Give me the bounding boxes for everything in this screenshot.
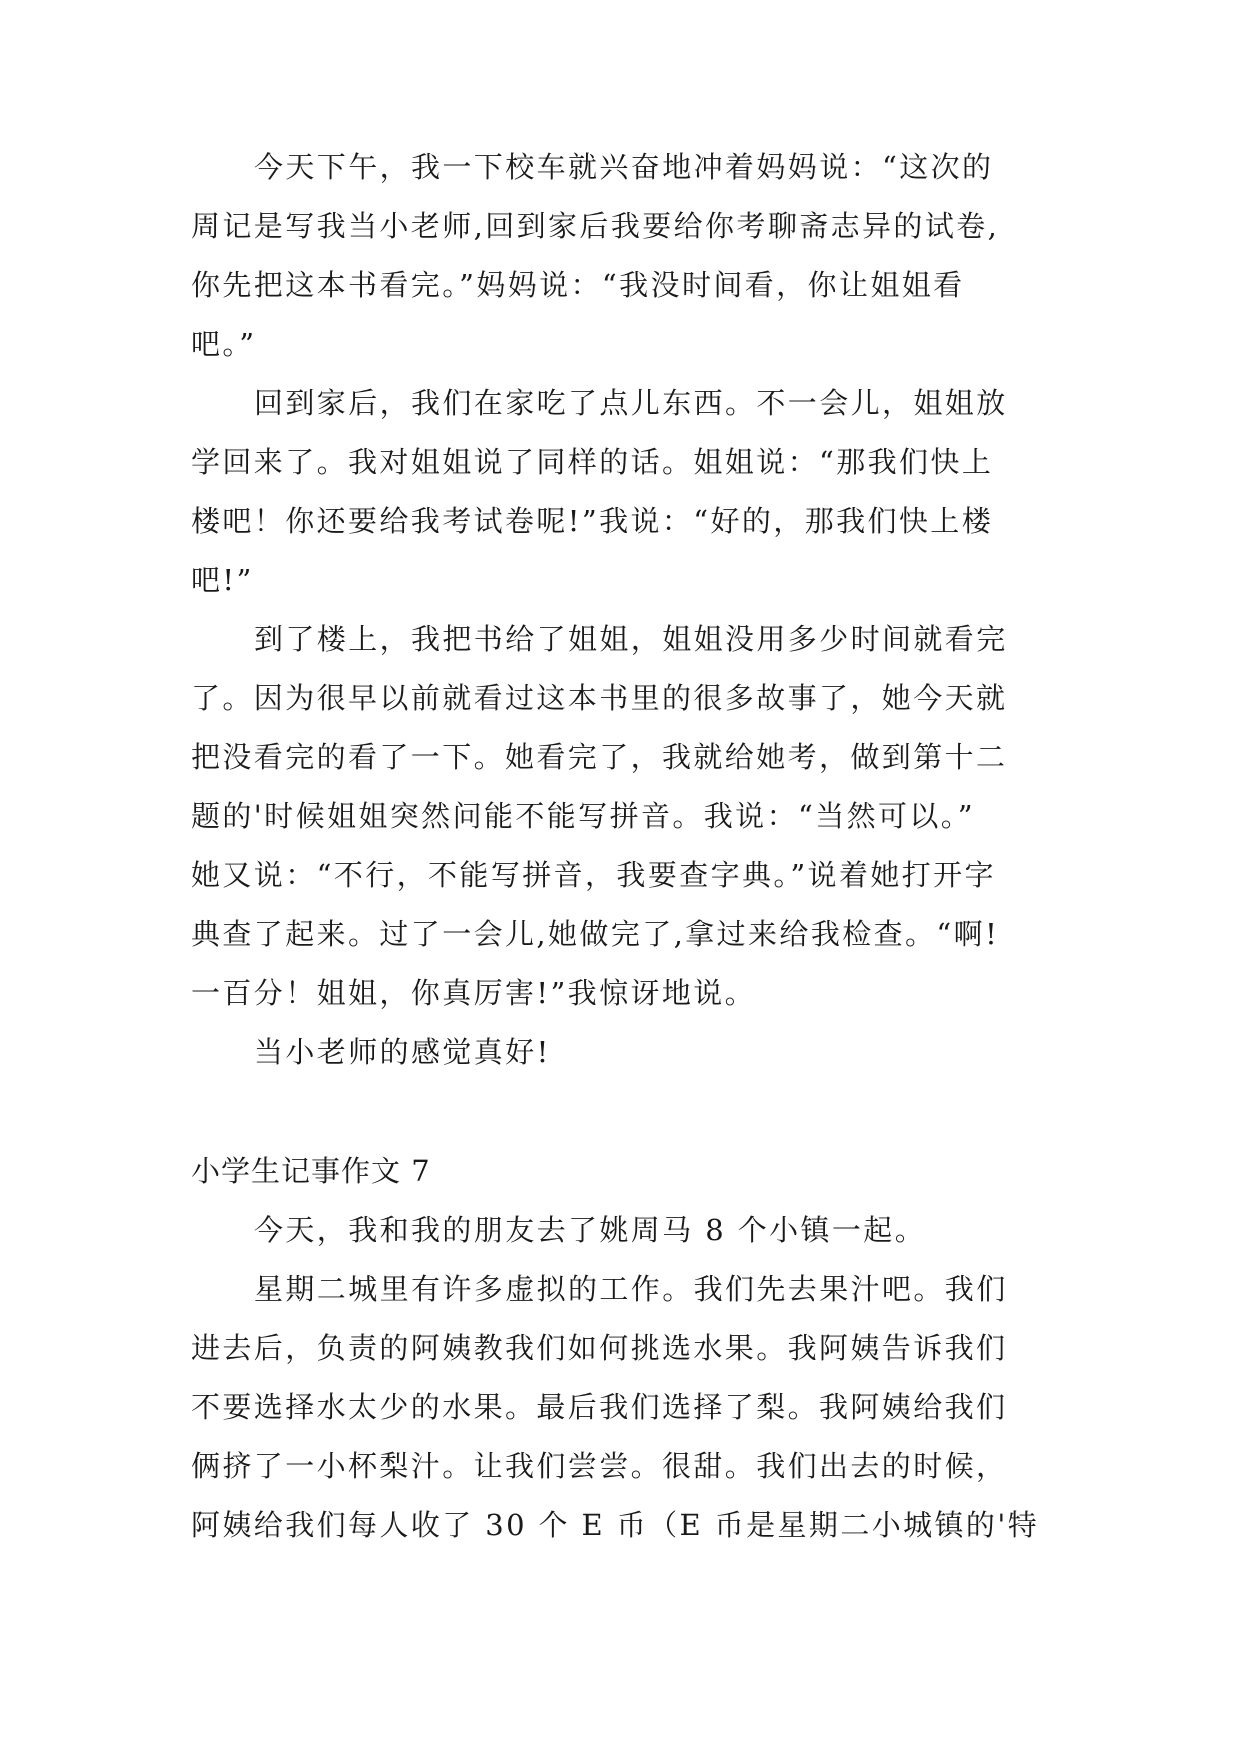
story-6-paragraph-3-line-4: 题的'时候姐姐突然问能不能写拼音。我说：“当然可以。” [191, 799, 975, 833]
story-7-paragraph-1-line-1: 今天，我和我的朋友去了姚周马 8 个小镇一起。 [254, 1213, 927, 1247]
story-6-paragraph-3-line-7: 一百分！姐姐，你真厉害!”我惊讶地说。 [191, 976, 757, 1010]
story-6-paragraph-1-line-4: 吧。” [191, 327, 257, 361]
story-6-paragraph-2-line-4: 吧!” [191, 563, 254, 597]
story-7-paragraph-2-line-4: 俩挤了一小杯梨汁。让我们尝尝。很甜。我们出去的时候， [191, 1449, 1008, 1483]
story-6-paragraph-3-line-1: 到了楼上，我把书给了姐姐，姐姐没用多少时间就看完 [254, 622, 1008, 656]
story-7-paragraph-2-line-5: 阿姨给我们每人收了 30 个 E 币（E 币是星期二小城镇的'特 [191, 1508, 1040, 1542]
story-6-paragraph-3-line-6: 典查了起来。过了一会儿,她做完了,拿过来给我检查。“啊! [191, 917, 1000, 951]
story-7-paragraph-2-line-2: 进去后，负责的阿姨教我们如何挑选水果。我阿姨告诉我们 [191, 1331, 1008, 1365]
story-7-paragraph-2-line-1: 星期二城里有许多虚拟的工作。我们先去果汁吧。我们 [254, 1272, 1008, 1306]
story-6-paragraph-1-line-3: 你先把这本书看完。”妈妈说：“我没时间看，你让姐姐看 [191, 268, 965, 302]
story-7-paragraph-2-line-3: 不要选择水太少的水果。最后我们选择了梨。我阿姨给我们 [191, 1390, 1008, 1424]
story-6-paragraph-2-line-1: 回到家后，我们在家吃了点儿东西。不一会儿，姐姐放 [254, 386, 1008, 420]
story-6-paragraph-2-line-3: 楼吧！你还要给我考试卷呢!”我说：“好的，那我们快上楼 [191, 504, 994, 538]
story-6-paragraph-1-line-2: 周记是写我当小老师,回到家后我要给你考聊斋志异的试卷, [191, 209, 1000, 243]
section-title: 小学生记事作文 7 [191, 1154, 431, 1188]
story-6-paragraph-3-line-2: 了。因为很早以前就看过这本书里的很多故事了，她今天就 [191, 681, 1008, 715]
story-6-paragraph-1-line-1: 今天下午，我一下校车就兴奋地冲着妈妈说：“这次的 [254, 150, 994, 184]
story-6-paragraph-3-line-5: 她又说：“不行，不能写拼音，我要查字典。”说着她打开字 [191, 858, 996, 892]
story-6-paragraph-3-line-3: 把没看完的看了一下。她看完了，我就给她考，做到第十二 [191, 740, 1008, 774]
story-6-paragraph-2-line-2: 学回来了。我对姐姐说了同样的话。姐姐说：“那我们快上 [191, 445, 994, 479]
story-6-paragraph-4-line-1: 当小老师的感觉真好! [254, 1035, 551, 1069]
